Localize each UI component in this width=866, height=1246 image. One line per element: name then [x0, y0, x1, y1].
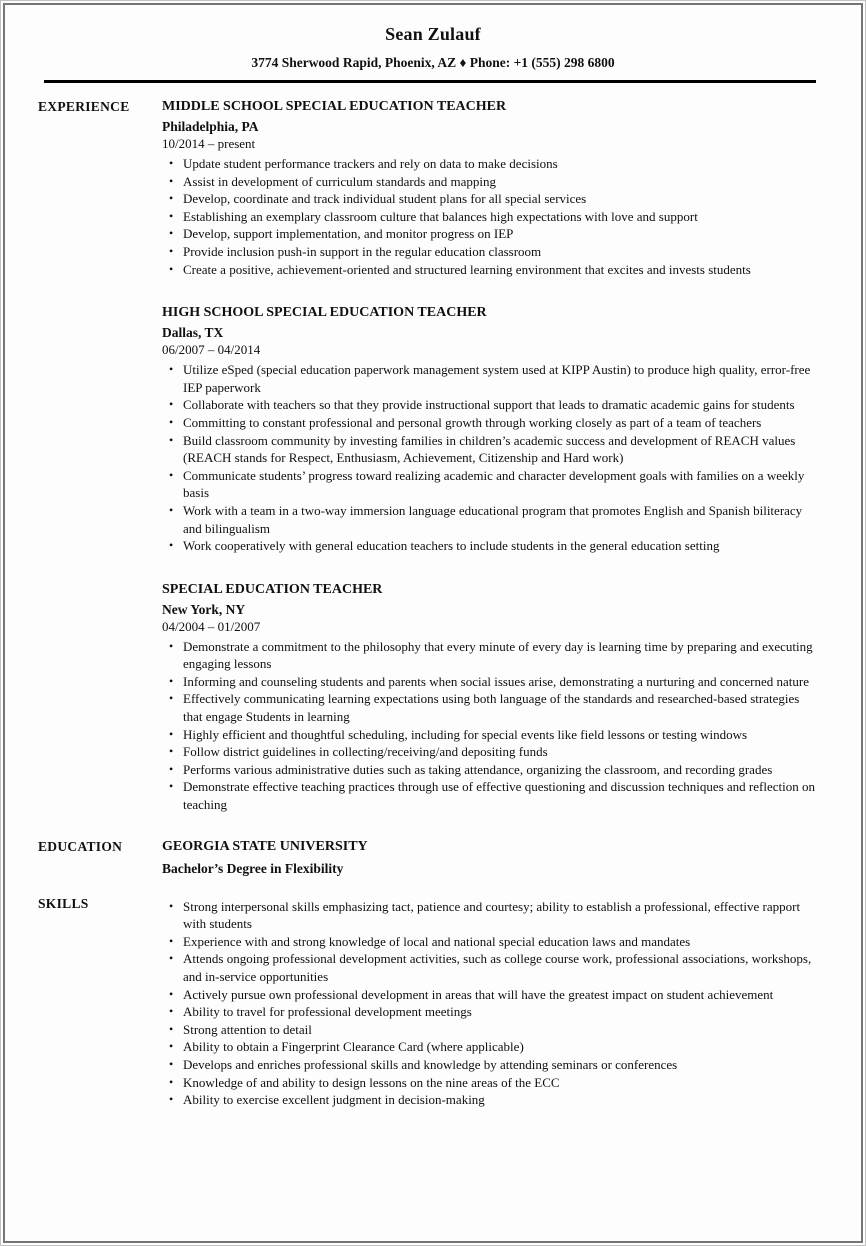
- job-entry-middle-school: [162, 98, 818, 278]
- header-divider: [44, 80, 816, 83]
- bullet-item: • Informing and counseling students and parents when social issues arise, demonstrating a nurturing and concerned nature: [162, 673, 818, 691]
- bullet-item: • Ability to obtain a Fingerprint Clearance Card (where applicable): [162, 1038, 818, 1056]
- experience-section-label: EXPERIENCE: [38, 99, 130, 114]
- job-location: Dallas, TX: [162, 325, 224, 341]
- job-location: Philadelphia, PA: [162, 119, 259, 134]
- bullet-item: • Ability to exercise excellent judgment in decision-making: [162, 1091, 818, 1109]
- bullet-item: • Follow district guidelines in collecting/receiving/and depositing funds: [162, 743, 818, 761]
- experience-content: [162, 98, 866, 814]
- bullet-item: • Collaborate with teachers so that they provide instructional support that leads to dramatic academic gains for students: [162, 396, 818, 414]
- bullet-item: • Develops and enriches professional skills and knowledge by attending seminars or conferences: [162, 1056, 818, 1074]
- job-bullet-list: [162, 361, 818, 555]
- bullet-item: • Performs various administrative duties such as taking attendance, organizing the classroom, and recording grades: [162, 761, 818, 779]
- education-label-column: [0, 838, 162, 856]
- skills-section: [0, 895, 866, 1109]
- bullet-item: • Attends ongoing professional development activities, such as college course work, professional associations, workshops, and in-service opportunities: [162, 950, 818, 985]
- bullet-item: • Demonstrate effective teaching practices through use of effective questioning and discussion techniques and reflection on teaching: [162, 778, 818, 813]
- job-dates: 06/2007 – 04/2014: [162, 342, 261, 358]
- skills-label-column: [0, 895, 162, 913]
- education-section-label: EDUCATION: [38, 838, 123, 854]
- job-title: HIGH SCHOOL SPECIAL EDUCATION TEACHER: [162, 305, 487, 321]
- bullet-item: • Update student performance trackers and rely on data to make decisions: [162, 155, 818, 173]
- job-entry-special-education: [162, 581, 818, 814]
- bullet-item: • Build classroom community by investing families in children’s academic success and development of REACH values (REACH stands for Respect, Enthusiasm, Achievement, Citizenship and Hard work): [162, 432, 818, 467]
- candidate-name: Sean Zulauf: [385, 24, 481, 44]
- bullet-item: • Communicate students’ progress toward realizing academic and character development goals with families on a weekly basis: [162, 467, 818, 502]
- bullet-item: • Work with a team in a two-way immersion language educational program that promotes English and Spanish biliteracy and bilingualism: [162, 502, 818, 537]
- degree-name: Bachelor’s Degree in Flexibility: [162, 860, 344, 876]
- skills-bullet-list: [162, 898, 818, 1109]
- bullet-item: • Assist in development of curriculum standards and mapping: [162, 173, 818, 191]
- bullet-item: • Work cooperatively with general education teachers to include students in the general education setting: [162, 537, 818, 555]
- bullet-item: • Highly efficient and thoughtful scheduling, including for special events like field lessons or testing windows: [162, 726, 818, 744]
- contact-line: 3774 Sherwood Rapid, Phoenix, AZ ♦ Phone: +1 (555) 298 6800: [251, 55, 615, 70]
- bullet-item: • Develop, support implementation, and monitor progress on IEP: [162, 225, 818, 243]
- job-title: SPECIAL EDUCATION TEACHER: [162, 581, 383, 597]
- bullet-item: • Strong interpersonal skills emphasizing tact, patience and courtesy; ability to establish a professional, effective rapport with students: [162, 898, 818, 933]
- bullet-item: • Utilize eSped (special education paperwork management system used at KIPP Austin) to produce high quality, error-free IEP paperwork: [162, 361, 818, 396]
- education-content: [162, 838, 866, 877]
- bullet-item: • Create a positive, achievement-oriented and structured learning environment that excites and invests students: [162, 261, 818, 279]
- bullet-item: • Develop, coordinate and track individual student plans for all special services: [162, 190, 818, 208]
- resume-body: [0, 98, 866, 1109]
- experience-label-column: [0, 98, 162, 116]
- education-section: [0, 838, 866, 877]
- bullet-item: • Ability to travel for professional development meetings: [162, 1003, 818, 1021]
- job-bullet-list: [162, 155, 818, 278]
- bullet-item: • Actively pursue own professional development in areas that will have the greatest impact on student achievement: [162, 986, 818, 1004]
- bullet-item: • Effectively communicating learning expectations using both language of the standards and researched-based strategies that engage Students in learning: [162, 690, 818, 725]
- job-location: New York, NY: [162, 601, 246, 617]
- skills-section-label: SKILLS: [38, 895, 89, 911]
- resume-header: [0, 0, 866, 83]
- bullet-item: • Experience with and strong knowledge of local and national special education laws and mandates: [162, 933, 818, 951]
- bullet-item: • Knowledge of and ability to design lessons on the nine areas of the ECC: [162, 1074, 818, 1092]
- school-name: GEORGIA STATE UNIVERSITY: [162, 838, 368, 854]
- bullet-item: • Committing to constant professional and personal growth through working closely as part of a team of teachers: [162, 414, 818, 432]
- job-entry-high-school: [162, 304, 818, 555]
- skills-content: [162, 895, 866, 1109]
- bullet-item: • Provide inclusion push-in support in the regular education classroom: [162, 243, 818, 261]
- job-title: MIDDLE SCHOOL SPECIAL EDUCATION TEACHER: [162, 99, 507, 114]
- job-dates: 10/2014 – present: [162, 136, 256, 151]
- bullet-item: • Establishing an exemplary classroom culture that balances high expectations with love and support: [162, 208, 818, 226]
- experience-section: [0, 98, 866, 814]
- bullet-item: • Strong attention to detail: [162, 1021, 818, 1039]
- job-bullet-list: [162, 638, 818, 814]
- bullet-item: • Demonstrate a commitment to the philosophy that every minute of every day is learning time by preparing and executing engaging lessons: [162, 638, 818, 673]
- job-dates: 04/2004 – 01/2007: [162, 618, 261, 634]
